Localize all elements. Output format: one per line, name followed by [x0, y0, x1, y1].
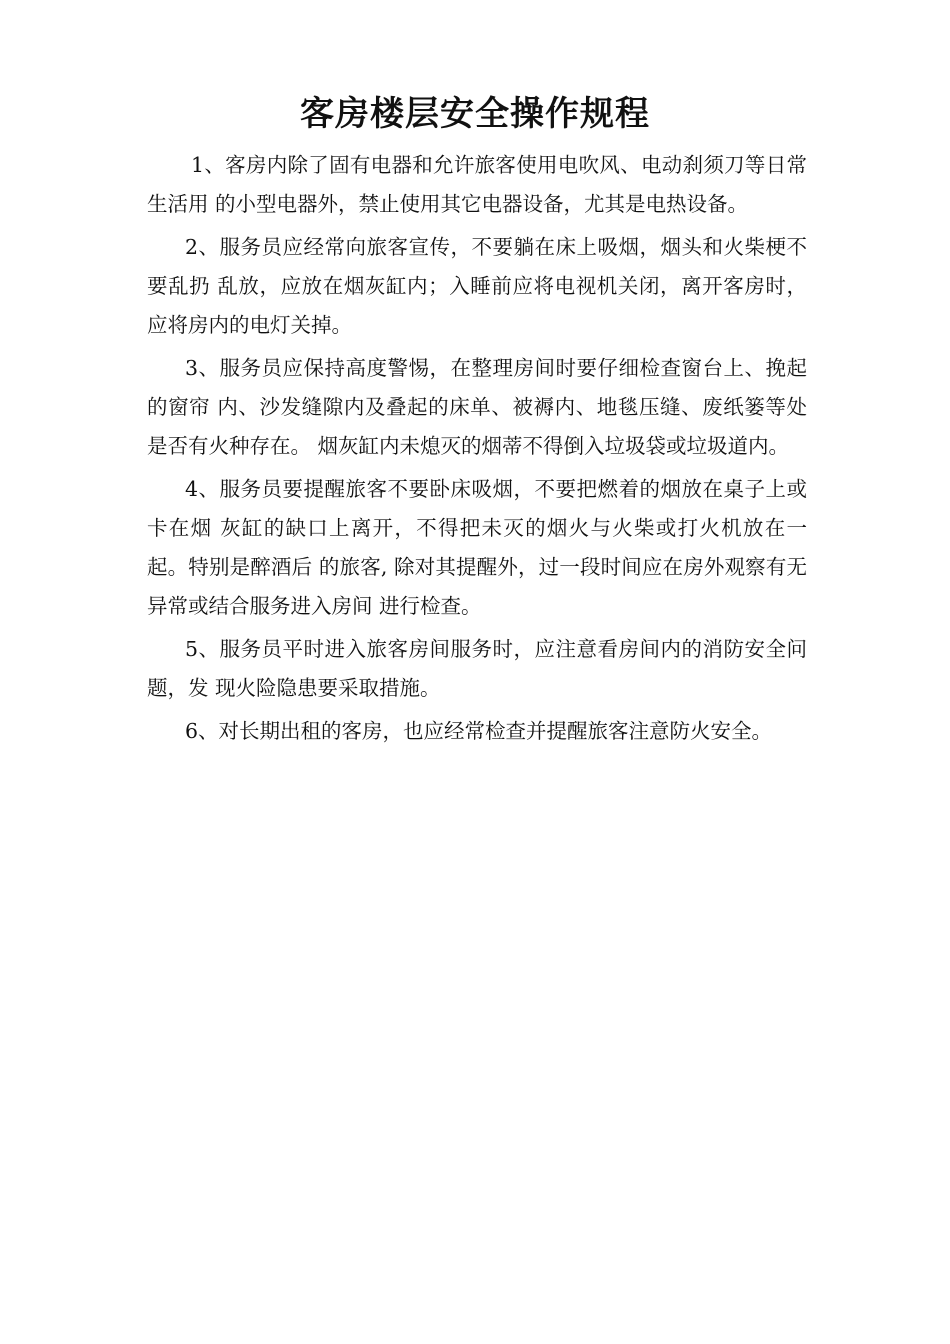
- paragraph-3: 3、服务员应保持高度警惕，在整理房间时要仔细检查窗台上、挽起的窗帘 内、沙发缝隙内及叠起的床单、被褥内、地毯压缝、废纸篓等处是否有火种存在。 烟灰缸内未熄灭的烟蒂不得倒入垃圾袋或垃圾道内。: [147, 356, 807, 458]
- paragraph-1: 1、客房内除了固有电器和允许旅客使用电吹风、电动刹须刀等日常生活用 的小型电器外，禁止使用其它电器设备，尤其是电热设备。: [147, 153, 807, 216]
- paragraph-4: 4、服务员要提醒旅客不要卧床吸烟，不要把燃着的烟放在桌子上或卡在烟 灰缸的缺口上离开，不得把未灭的烟火与火柴或打火机放在一起。特别是醉酒后 的旅客, 除对其提醒外，过一段时间应在房外观察有无异常或结合服务进入房间 进行检查。: [147, 477, 807, 618]
- document-body: [147, 146, 807, 755]
- document-title: 客房楼层安全操作规程: [300, 94, 650, 134]
- paragraph-5: 5、服务员平时进入旅客房间服务时，应注意看房间内的消防安全问题，发 现火险隐患要采取措施。: [147, 637, 807, 700]
- paragraph-2: 2、服务员应经常向旅客宣传，不要躺在床上吸烟，烟头和火柴梗不要乱扔 乱放，应放在烟灰缸内；入睡前应将电视机关闭，离开客房时，应将房内的电灯关掉。: [147, 235, 807, 337]
- paragraph-6: 6、对长期出租的客房，也应经常检查并提醒旅客注意防火安全。: [185, 719, 773, 743]
